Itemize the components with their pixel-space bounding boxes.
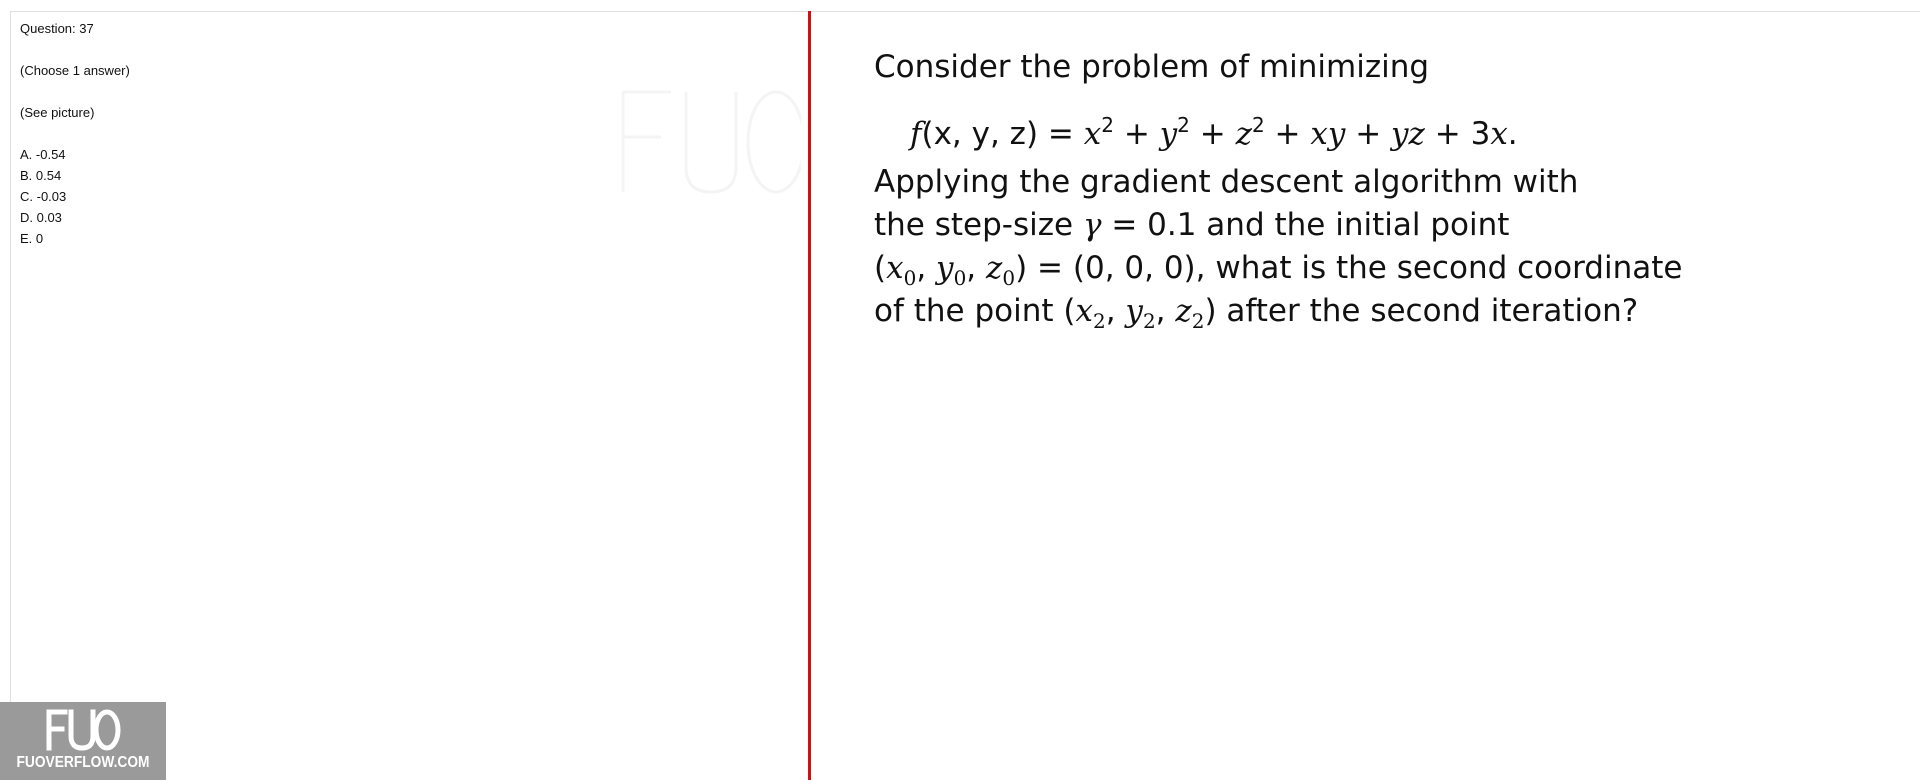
objective-formula: f(x, y, $z) = x^2 + y^2 + z^2$ + xy + yz + 3x.	[910, 113, 1518, 152]
question-image-pane	[811, 12, 1920, 780]
site-logo-badge[interactable]	[0, 702, 166, 780]
answer-option-a[interactable]: A. -0.54	[20, 147, 66, 162]
answer-option-e[interactable]: E. 0	[20, 231, 44, 246]
question-line-4: the step-size γ = 0.1 and the initial point	[874, 207, 1510, 243]
question-text	[874, 46, 1682, 333]
site-name: FUOVERFLOW.COM	[16, 754, 150, 771]
question-line-1: Consider the problem of minimizing	[874, 49, 1430, 85]
fuo-logo-icon	[43, 708, 123, 752]
see-picture-note: (See picture)	[20, 105, 95, 120]
question-number: Question: 37	[20, 21, 94, 36]
question-line-3: Applying the gradient descent algorithm with	[874, 164, 1579, 200]
answer-option-b[interactable]: B. 0.54	[20, 168, 62, 183]
choose-note: (Choose 1 answer)	[20, 63, 130, 78]
question-line-5: ($x_0$, $y_0$, $z_0) = (0$, 0, 0), what is the second coordinate	[874, 250, 1683, 290]
answer-option-d[interactable]: D. 0.03	[20, 210, 62, 225]
question-info-pane	[11, 12, 809, 780]
question-line-6: of the point ($x_2$, $y_2$, $z_2$) after the second iteration?	[874, 293, 1639, 333]
answer-option-c[interactable]: C. -0.03	[20, 189, 67, 204]
faint-watermark-logo	[611, 82, 801, 242]
